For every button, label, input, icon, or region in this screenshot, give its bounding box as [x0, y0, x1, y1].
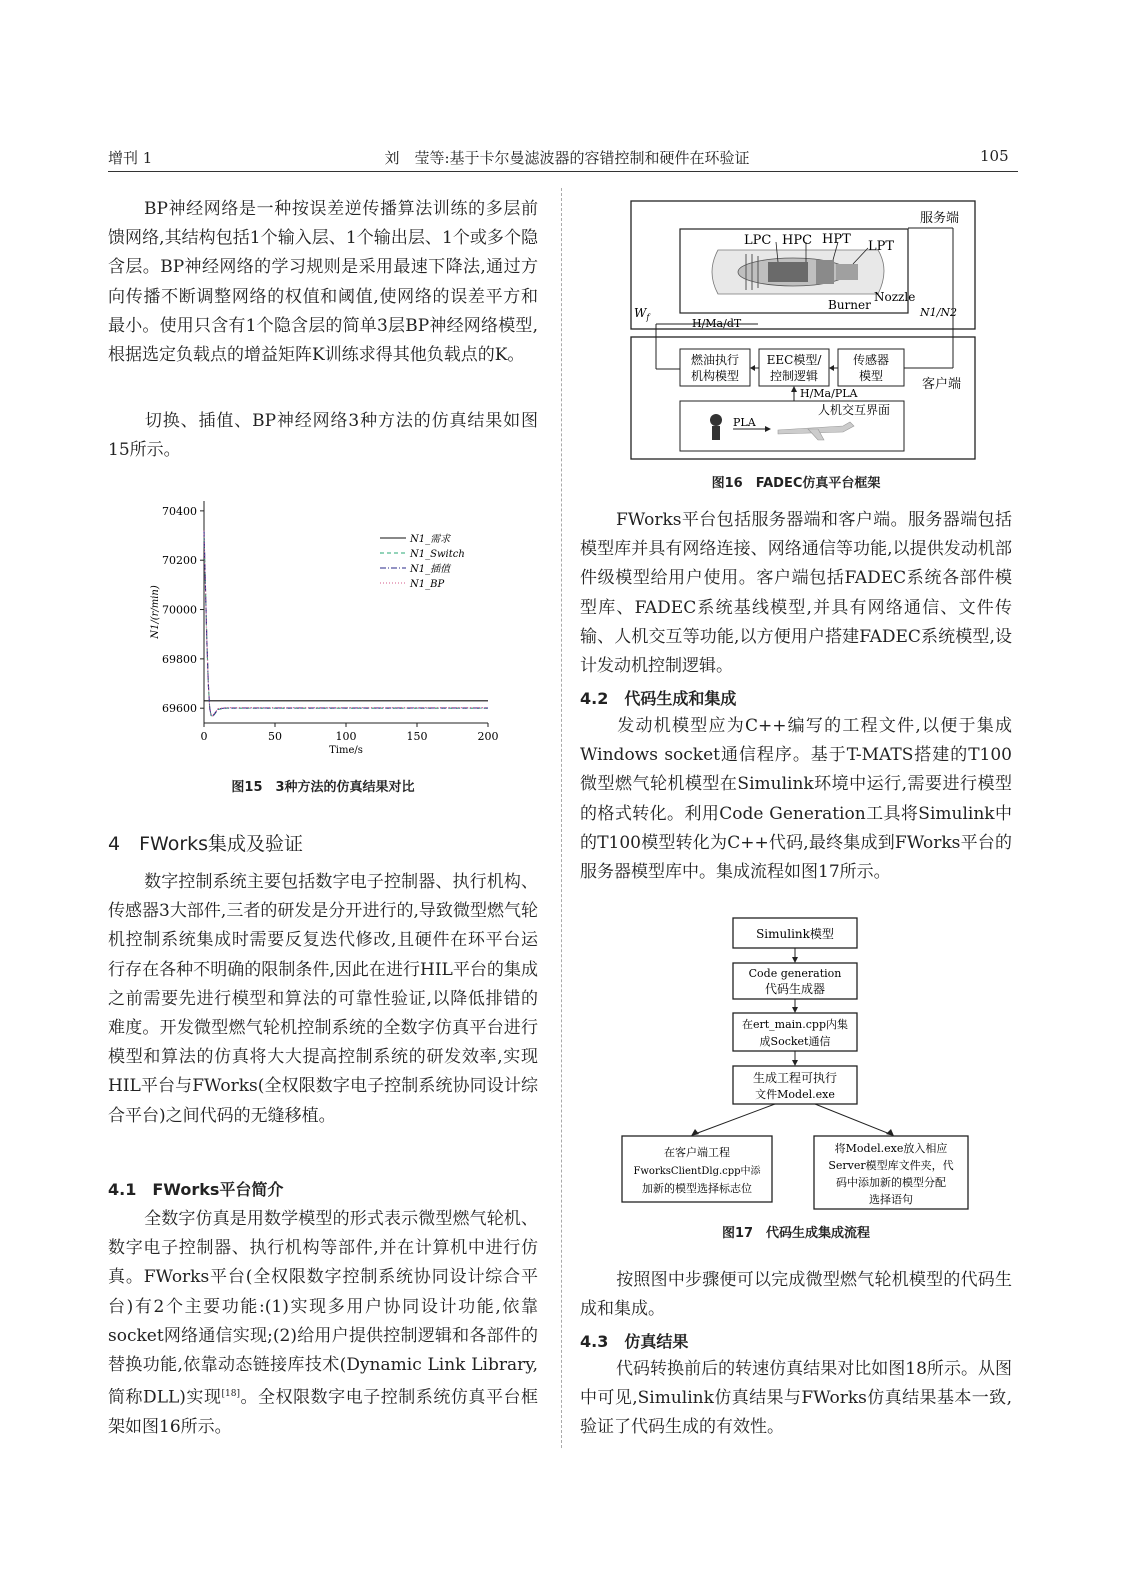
- label-n1n2: N1/N2: [920, 306, 957, 319]
- legend-label-1: N1_Switch: [410, 549, 465, 560]
- running-header-left: 增刊 1: [108, 149, 153, 167]
- y-tick-label: 69600: [162, 702, 197, 716]
- label-hmapla: H/Ma/PLA: [800, 387, 858, 400]
- airplane-icon: [778, 422, 854, 440]
- box-eec-line2: 控制逻辑: [769, 369, 819, 383]
- figure-16-diagram: [628, 198, 978, 463]
- flow-server-3: 码中添加新的模型分配: [836, 1176, 946, 1189]
- y-tick-label: 70000: [162, 603, 197, 617]
- engine-illustration: [712, 242, 884, 294]
- legend-label-0: N1_需求: [410, 534, 451, 545]
- box-fuel-line1: 燃油执行: [690, 353, 740, 367]
- figure-15-chart: [108, 495, 538, 770]
- y-tick-label: 69800: [162, 652, 197, 666]
- pilot-icon: [710, 414, 722, 440]
- figure-15-caption: 图15 3种方法的仿真结果对比: [231, 780, 415, 795]
- flow-client-3: 加新的模型选择标志位: [642, 1182, 752, 1195]
- box-fuel-line2: 机构模型: [690, 369, 740, 383]
- flow-client-1: 在客户端工程: [664, 1146, 730, 1159]
- y-tick-label: 70400: [162, 504, 197, 518]
- x-tick-label: 150: [406, 730, 428, 743]
- column-divider: [561, 188, 562, 1448]
- page-number: 105: [980, 147, 1009, 165]
- flow-step-simulink: Simulink模型: [756, 927, 834, 941]
- label-pla: PLA: [733, 416, 756, 429]
- box-sensor-line2: 模型: [858, 369, 884, 383]
- x-tick-label: 100: [335, 730, 357, 743]
- label-burner: Burner: [828, 298, 871, 312]
- paragraph-results: 代码转换前后的转速仿真结果对比如图18所示。从图中可见,Simulink仿真结果与FWorks仿真结果基本一致,验证了代码生成的有效性。: [580, 1359, 1012, 1438]
- legend-label-2: N1_插值: [410, 564, 451, 575]
- header-rule: [108, 171, 1018, 172]
- label-nozzle: Nozzle: [874, 290, 916, 304]
- paragraph-fworks-platform: FWorks平台包括服务器端和客户端。服务器端包括模型库并具有网络连接、网络通信等功能,以提供发动机部件级模型给用户使用。客户端包括FADEC系统各部件模型库、FADEC系统基线模型,并具有网络通信、文件传输、人机交互等功能,以方便用户搭建FADEC系统模型,设计发动机控制逻辑。: [580, 510, 1012, 677]
- box-eec-line1: EEC模型/: [766, 353, 822, 367]
- section-4-heading: 4 FWorks集成及验证: [108, 833, 304, 855]
- y-tick-label: 70200: [162, 554, 197, 568]
- flow-client-2: FworksClientDlg.cpp中添: [633, 1166, 761, 1177]
- x-axis-label: Time/s: [329, 745, 363, 756]
- paragraph-fworks-intro: 全数字仿真是用数学模型的形式表示微型燃气轮机、数字电子控制器、执行机构等部件,并在计算机中进行仿真。FWorks平台(全权限数字控制系统协同设计综合平台)有2个主要功能:(1)实现多用户协同设计功能,依靠socket网络通信实现;(2)给用户提供控制逻辑和各部件的替换功能,依靠动态链接库技术(Dynamic Link Library,简称DLL)实现[18]。全权限数字电子控制系统仿真平台框架如图16所示。: [108, 1209, 539, 1438]
- running-header-title: 刘 莹等:基于卡尔曼滤波器的容错控制和硬件在环验证: [384, 149, 750, 167]
- figure-17-caption: 图17 代码生成集成流程: [721, 1226, 871, 1241]
- flow-server-4: 选择语句: [869, 1193, 913, 1206]
- client-label: 客户端: [922, 377, 962, 392]
- paragraph-code-generation: 发动机模型应为C++编写的工程文件,以便于集成Windows socket通信程序。基于T-MATS搭建的T100微型燃气轮机模型在Simulink环境中运行,需要进行模型的格式转化。利用Code Generation工具将Simulink中的T100模型转化为C++代码,最终集成到FWorks平台的服务器模型库中。集成流程如图17所示。: [580, 716, 1012, 883]
- label-hmadt: H/Ma/dT: [692, 317, 742, 330]
- figure-16-caption: 图16 FADEC仿真平台框架: [711, 476, 881, 491]
- section-4-3-heading: 4.3 仿真结果: [580, 1332, 689, 1351]
- paragraph-steps: 按照图中步骤便可以完成微型燃气轮机模型的代码生成和集成。: [580, 1270, 1012, 1320]
- legend-label-3: N1_BP: [410, 579, 445, 590]
- x-tick-label: 50: [268, 730, 282, 743]
- label-lpc: LPC: [744, 233, 772, 248]
- y-axis-label: N1/(r/min): [150, 585, 161, 639]
- section-4-2-heading: 4.2 代码生成和集成: [580, 689, 737, 708]
- label-hpc: HPC: [782, 233, 813, 248]
- paragraph-fig15-ref: 切换、插值、BP神经网络3种方法的仿真结果如图15所示。: [108, 411, 538, 461]
- flow-step-exe-2: 文件Model.exe: [755, 1088, 835, 1101]
- label-hmi: 人机交互界面: [818, 403, 891, 417]
- flow-server-2: Server模型库文件夹，代: [828, 1159, 954, 1172]
- flow-server-1: 将Model.exe放入相应: [834, 1142, 948, 1155]
- label-wf: $W_f$: [634, 306, 650, 322]
- x-tick-label: 200: [477, 730, 499, 743]
- label-hpt: HPT: [822, 232, 851, 247]
- box-sensor-line1: 传感器: [852, 353, 890, 367]
- flow-step-codegen-1: Code generation: [748, 967, 842, 980]
- figure-17-flowchart: [615, 912, 975, 1212]
- flow-step-exe-1: 生成工程可执行: [752, 1071, 838, 1085]
- label-lpt: LPT: [868, 239, 895, 254]
- citation-ref[interactable]: [18]: [221, 1389, 240, 1400]
- paragraph-bp: BP神经网络是一种按误差逆传播算法训练的多层前馈网络,其结构包括1个输入层、1个输出层、1个或多个隐含层。BP神经网络的学习规则是采用最速下降法,通过方向传播不断调整网络的权值和阈值,使网络的误差平方和最小。使用只含有1个隐含层的简单3层BP神经网络模型,根据选定负载点的增益矩阵K训练求得其他负载点的K。: [108, 199, 538, 366]
- paragraph-digital-control: 数字控制系统主要包括数字电子控制器、执行机构、传感器3大部件,三者的研发是分开进行的,导致微型燃气轮机控制系统集成时需要反复迭代修改,且硬件在环平台运行存在各种不明确的限制条件,因此在进行HIL平台的集成之前需要先进行模型和算法的可靠性验证,以降低排错的难度。开发微型燃气轮机控制系统的全数字仿真平台进行模型和算法的仿真将大大提高控制系统的研发效率,实现HIL平台与FWorks(全权限数字电子控制系统协同设计综合平台)之间代码的无缝移植。: [108, 872, 538, 1126]
- section-4-1-heading: 4.1 FWorks平台简介: [108, 1180, 284, 1199]
- x-tick-label: 0: [200, 730, 208, 743]
- flow-step-socket-2: 成Socket通信: [759, 1035, 831, 1048]
- flow-step-socket-1: 在ert_main.cpp内集: [741, 1018, 849, 1031]
- flow-step-codegen-2: 代码生成器: [764, 982, 826, 996]
- server-label: 服务端: [920, 211, 960, 226]
